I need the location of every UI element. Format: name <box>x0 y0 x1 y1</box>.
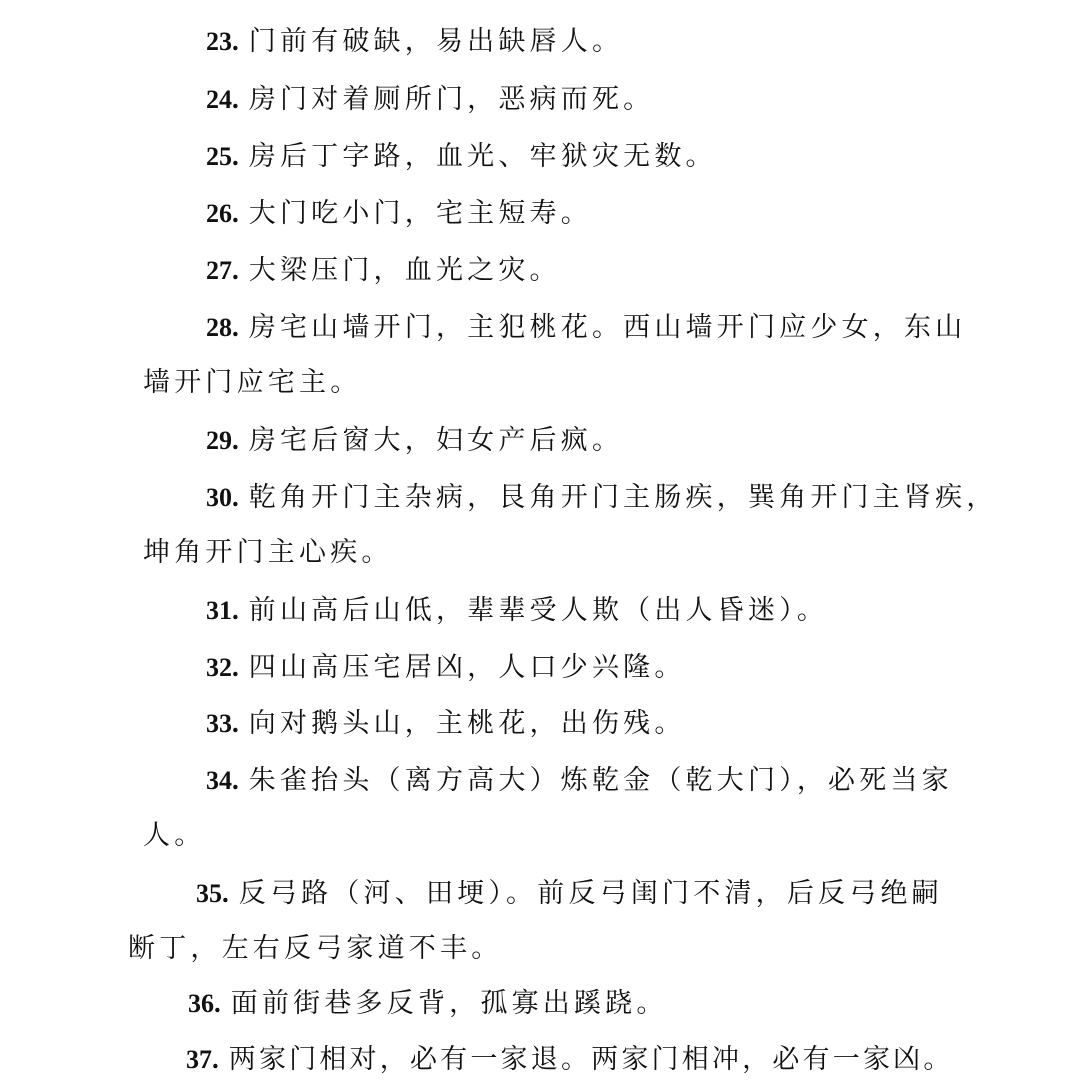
item-number: 30 <box>206 483 232 512</box>
item-25 <box>206 139 717 174</box>
item-dot: . <box>232 708 239 738</box>
item-text: 前山高后山低，辈辈受人欺（出人昏迷）。 <box>248 595 829 626</box>
item-35-continuation: 断丁，左右反弓家道不丰。 <box>128 933 503 964</box>
item-dot: . <box>232 482 239 512</box>
item-text: 房宅山墙开门，主犯桃花。西山墙开门应少女，东山 <box>248 312 967 343</box>
item-27 <box>206 253 561 288</box>
item-number: 25 <box>206 142 232 171</box>
item-number: 37 <box>186 1045 212 1074</box>
item-text: 两家门相对，必有一家退。两家门相冲，必有一家凶。 <box>228 1044 954 1075</box>
item-dot: . <box>212 1044 219 1074</box>
item-number: 23 <box>206 27 232 56</box>
item-dot: . <box>232 425 239 455</box>
item-30-continuation: 坤角开门主心疾。 <box>143 537 393 568</box>
item-dot: . <box>232 84 239 114</box>
item-36 <box>188 986 668 1021</box>
item-text: 四山高压宅居凶，人口少兴隆。 <box>248 652 686 683</box>
item-text: 房后丁字路，血光、牢狱灾无数。 <box>248 141 717 172</box>
item-number: 36 <box>188 989 214 1018</box>
item-23 <box>206 24 623 59</box>
item-35 <box>196 876 943 911</box>
item-number: 27 <box>206 256 232 285</box>
item-number: 34 <box>206 766 232 795</box>
item-dot: . <box>232 312 239 342</box>
item-dot: . <box>232 765 239 795</box>
item-37 <box>186 1042 954 1077</box>
item-30 <box>206 480 998 515</box>
item-text: 房门对着厕所门，恶病而死。 <box>248 84 655 115</box>
item-24 <box>206 82 654 117</box>
item-number: 31 <box>206 596 232 625</box>
item-number: 32 <box>206 653 232 682</box>
item-dot: . <box>232 595 239 625</box>
item-text: 面前街巷多反背，孤寡出蹊跷。 <box>230 988 668 1019</box>
item-dot: . <box>214 988 221 1018</box>
item-text: 房宅后窗大，妇女产后疯。 <box>248 425 624 456</box>
item-31 <box>206 593 828 628</box>
item-34 <box>206 763 953 798</box>
item-28-continuation: 墙开门应宅主。 <box>143 367 362 398</box>
item-dot: . <box>232 26 239 56</box>
item-34-continuation: 人。 <box>143 820 206 851</box>
item-26 <box>206 196 592 231</box>
item-number: 29 <box>206 426 232 455</box>
item-text: 门前有破缺，易出缺唇人。 <box>248 26 624 57</box>
item-text: 反弓路（河、田埂）。前反弓闺门不清，后反弓绝嗣 <box>238 878 943 909</box>
item-dot: . <box>232 255 239 285</box>
item-number: 24 <box>206 85 232 114</box>
item-33 <box>206 706 686 741</box>
item-dot: . <box>232 198 239 228</box>
item-dot: . <box>232 141 239 171</box>
item-number: 35 <box>196 879 222 908</box>
item-number: 28 <box>206 313 232 342</box>
item-text: 大门吃小门，宅主短寿。 <box>248 198 592 229</box>
item-28 <box>206 310 966 345</box>
item-text: 大梁压门，血光之灾。 <box>248 255 561 286</box>
item-29 <box>206 423 623 458</box>
item-32 <box>206 650 686 685</box>
item-number: 26 <box>206 199 232 228</box>
item-text: 朱雀抬头（离方高大）炼乾金（乾大门），必死当家 <box>248 765 953 796</box>
item-text: 向对鹅头山，主桃花，出伤残。 <box>248 708 686 739</box>
item-number: 33 <box>206 709 232 738</box>
item-dot: . <box>232 652 239 682</box>
item-dot: . <box>222 878 229 908</box>
item-text: 乾角开门主杂病，艮角开门主肠疾，巽角开门主肾疾， <box>248 482 998 513</box>
